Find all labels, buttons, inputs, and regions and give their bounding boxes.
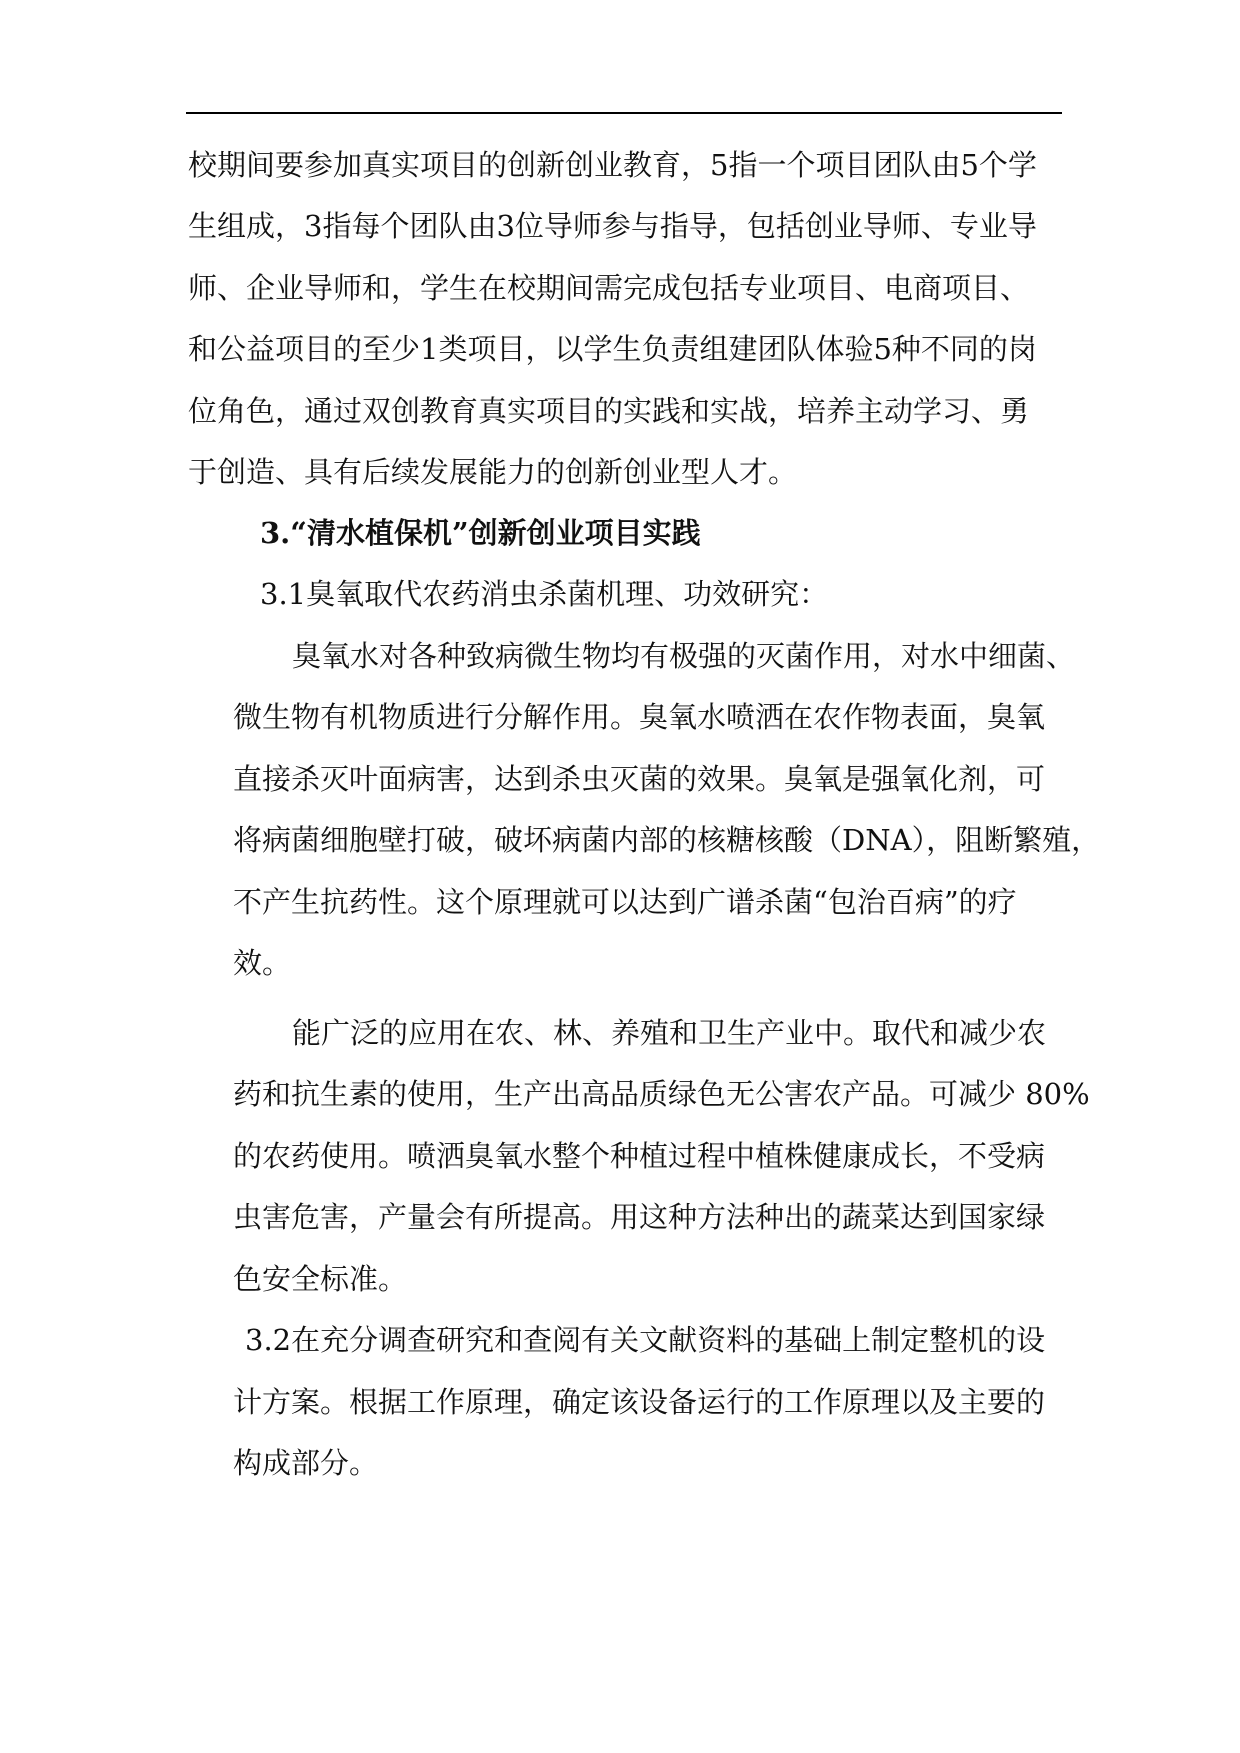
- text-line-6: 于创造、具有后续发展能力的创新创业型人才。: [188, 455, 798, 489]
- text-line-20: 3.2在充分调查研究和查阅有关文献资料的基础上制定整机的设: [245, 1323, 1046, 1357]
- section-heading: 3.“清水植保机”创新创业项目实践: [260, 516, 701, 550]
- text-line-2: 生组成，3指每个团队由3位导师参与指导，包括创业导师、专业导: [188, 209, 1037, 243]
- text-line-11: 直接杀灭叶面病害，达到杀虫灭菌的效果。臭氧是强氧化剂，可: [233, 762, 1046, 796]
- text-line-12: 将病菌细胞壁打破，破坏病菌内部的核糖核酸（DNA），阻断繁殖，: [233, 823, 1101, 857]
- text-line-3: 师、企业导师和，学生在校期间需完成包括专业项目、电商项目、: [188, 271, 1030, 305]
- text-line-10: 微生物有机物质进行分解作用。臭氧水喷洒在农作物表面，臭氧: [233, 700, 1046, 734]
- text-line-19: 色安全标准。: [233, 1262, 408, 1296]
- text-line-22: 构成部分。: [233, 1446, 379, 1480]
- text-line-13: 不产生抗药性。这个原理就可以达到广谱杀菌“包治百病”的疗: [233, 885, 1017, 919]
- text-line-9: 臭氧水对各种致病微生物均有极强的灭菌作用，对水中细菌、: [292, 639, 1076, 673]
- text-line-15: 能广泛的应用在农、林、养殖和卫生产业中。取代和减少农: [292, 1016, 1047, 1050]
- text-line-16: 药和抗生素的使用，生产出高品质绿色无公害农产品。可减少 80%: [233, 1077, 1090, 1111]
- subsection-heading-3-1: 3.1臭氧取代农药消虫杀菌机理、功效研究：: [260, 577, 829, 611]
- text-line-5: 位角色，通过双创教育真实项目的实践和实战，培养主动学习、勇: [188, 394, 1030, 428]
- text-line-1: 校期间要参加真实项目的创新创业教育，5指一个项目团队由5个学: [188, 148, 1037, 182]
- text-line-18: 虫害危害，产量会有所提高。用这种方法种出的蔬菜达到国家绿: [233, 1200, 1046, 1234]
- text-line-21: 计方案。根据工作原理，确定该设备运行的工作原理以及主要的: [233, 1385, 1046, 1419]
- header-rule: [186, 112, 1062, 114]
- text-line-4: 和公益项目的至少1类项目，以学生负责组建团队体验5种不同的岗: [188, 332, 1037, 366]
- text-line-17: 的农药使用。喷洒臭氧水整个种植过程中植株健康成长，不受病: [233, 1139, 1046, 1173]
- text-line-14: 效。: [233, 946, 292, 980]
